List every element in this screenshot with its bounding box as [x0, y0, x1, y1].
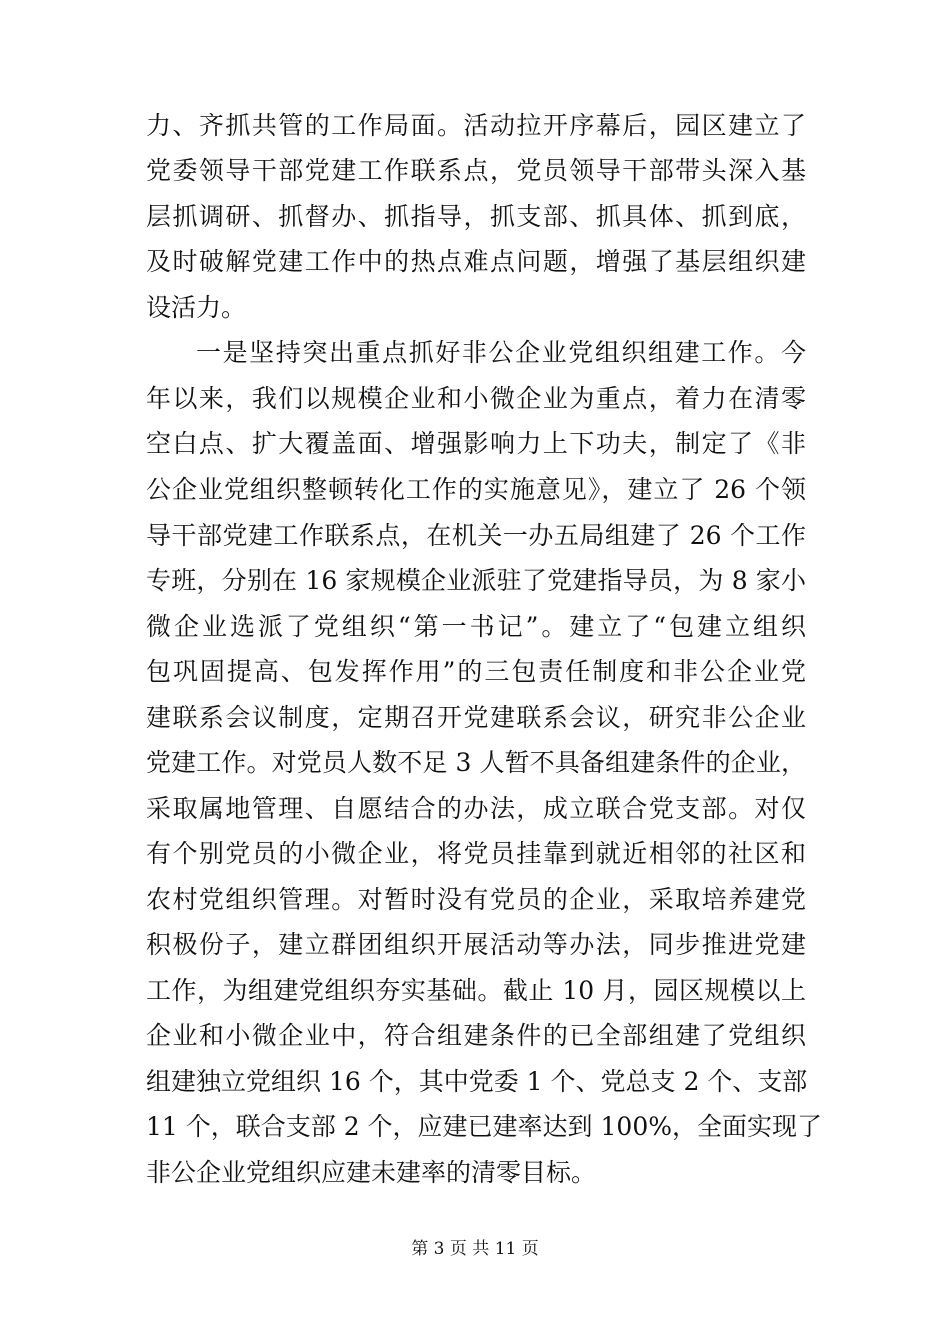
page-number-footer: 第 3 页 共 11 页: [411, 1239, 539, 1259]
text-line-22: 组建独立党组织 16 个，其中党委 1 个、党总支 2 个、支部: [146, 1067, 808, 1096]
text-line-19: 积极份子，建立群团组织开展活动等办法，同步推进党建: [146, 930, 806, 959]
paragraph-start-line: 一是坚持突出重点抓好非公企业党组织组建工作。今: [196, 338, 806, 367]
text-line-12: 微企业选派了党组织“第一书记”。建立了“包建立组织: [146, 612, 806, 641]
text-line-21: 企业和小微企业中，符合组建条件的已全部组建了党组织: [146, 1021, 806, 1050]
text-line-9: 公企业党组织整顿转化工作的实施意见》，建立了 26 个领: [146, 475, 806, 504]
text-line-24: 非公企业党组织应建未建率的清零目标。: [146, 1158, 597, 1187]
text-line-23: 11 个，联合支部 2 个，应建已建率达到 100%，全面实现了: [146, 1112, 822, 1141]
text-line-10: 导干部党建工作联系点，在机关一办五局组建了 26 个工作: [146, 521, 806, 550]
text-line-7: 年以来，我们以规模企业和小微企业为重点，着力在清零: [146, 384, 806, 413]
text-line-3: 层抓调研、抓督办、抓指导，抓支部、抓具体、抓到底，: [146, 202, 806, 231]
text-line-4: 及时破解党建工作中的热点难点问题，增强了基层组织建: [146, 247, 806, 276]
text-line-17: 有个别党员的小微企业，将党员挂靠到就近相邻的社区和: [146, 839, 806, 868]
text-line-11: 专班，分别在 16 家规模企业派驻了党建指导员，为 8 家小: [146, 566, 806, 595]
text-line-14: 建联系会议制度，定期召开党建联系会议，研究非公企业: [146, 703, 806, 732]
text-line-13: 包巩固提高、包发挥作用”的三包责任制度和非公企业党: [146, 657, 806, 686]
text-line-1: 力、齐抓共管的工作局面。活动拉开序幕后，园区建立了: [146, 111, 806, 140]
text-line-8: 空白点、扩大覆盖面、增强影响力上下功夫，制定了《非: [146, 429, 806, 458]
text-line-20: 工作，为组建党组织夯实基础。截止 10 月，园区规模以上: [146, 976, 806, 1005]
text-line-16: 采取属地管理、自愿结合的办法，成立联合党支部。对仅: [146, 794, 806, 823]
text-line-2: 党委领导干部党建工作联系点，党员领导干部带头深入基: [146, 156, 806, 185]
text-line-18: 农村党组织管理。对暂时没有党员的企业，采取培养建党: [146, 885, 806, 914]
text-line-15: 党建工作。对党员人数不足 3 人暂不具备组建条件的企业，: [146, 748, 806, 777]
text-line-5: 设活力。: [146, 293, 247, 322]
